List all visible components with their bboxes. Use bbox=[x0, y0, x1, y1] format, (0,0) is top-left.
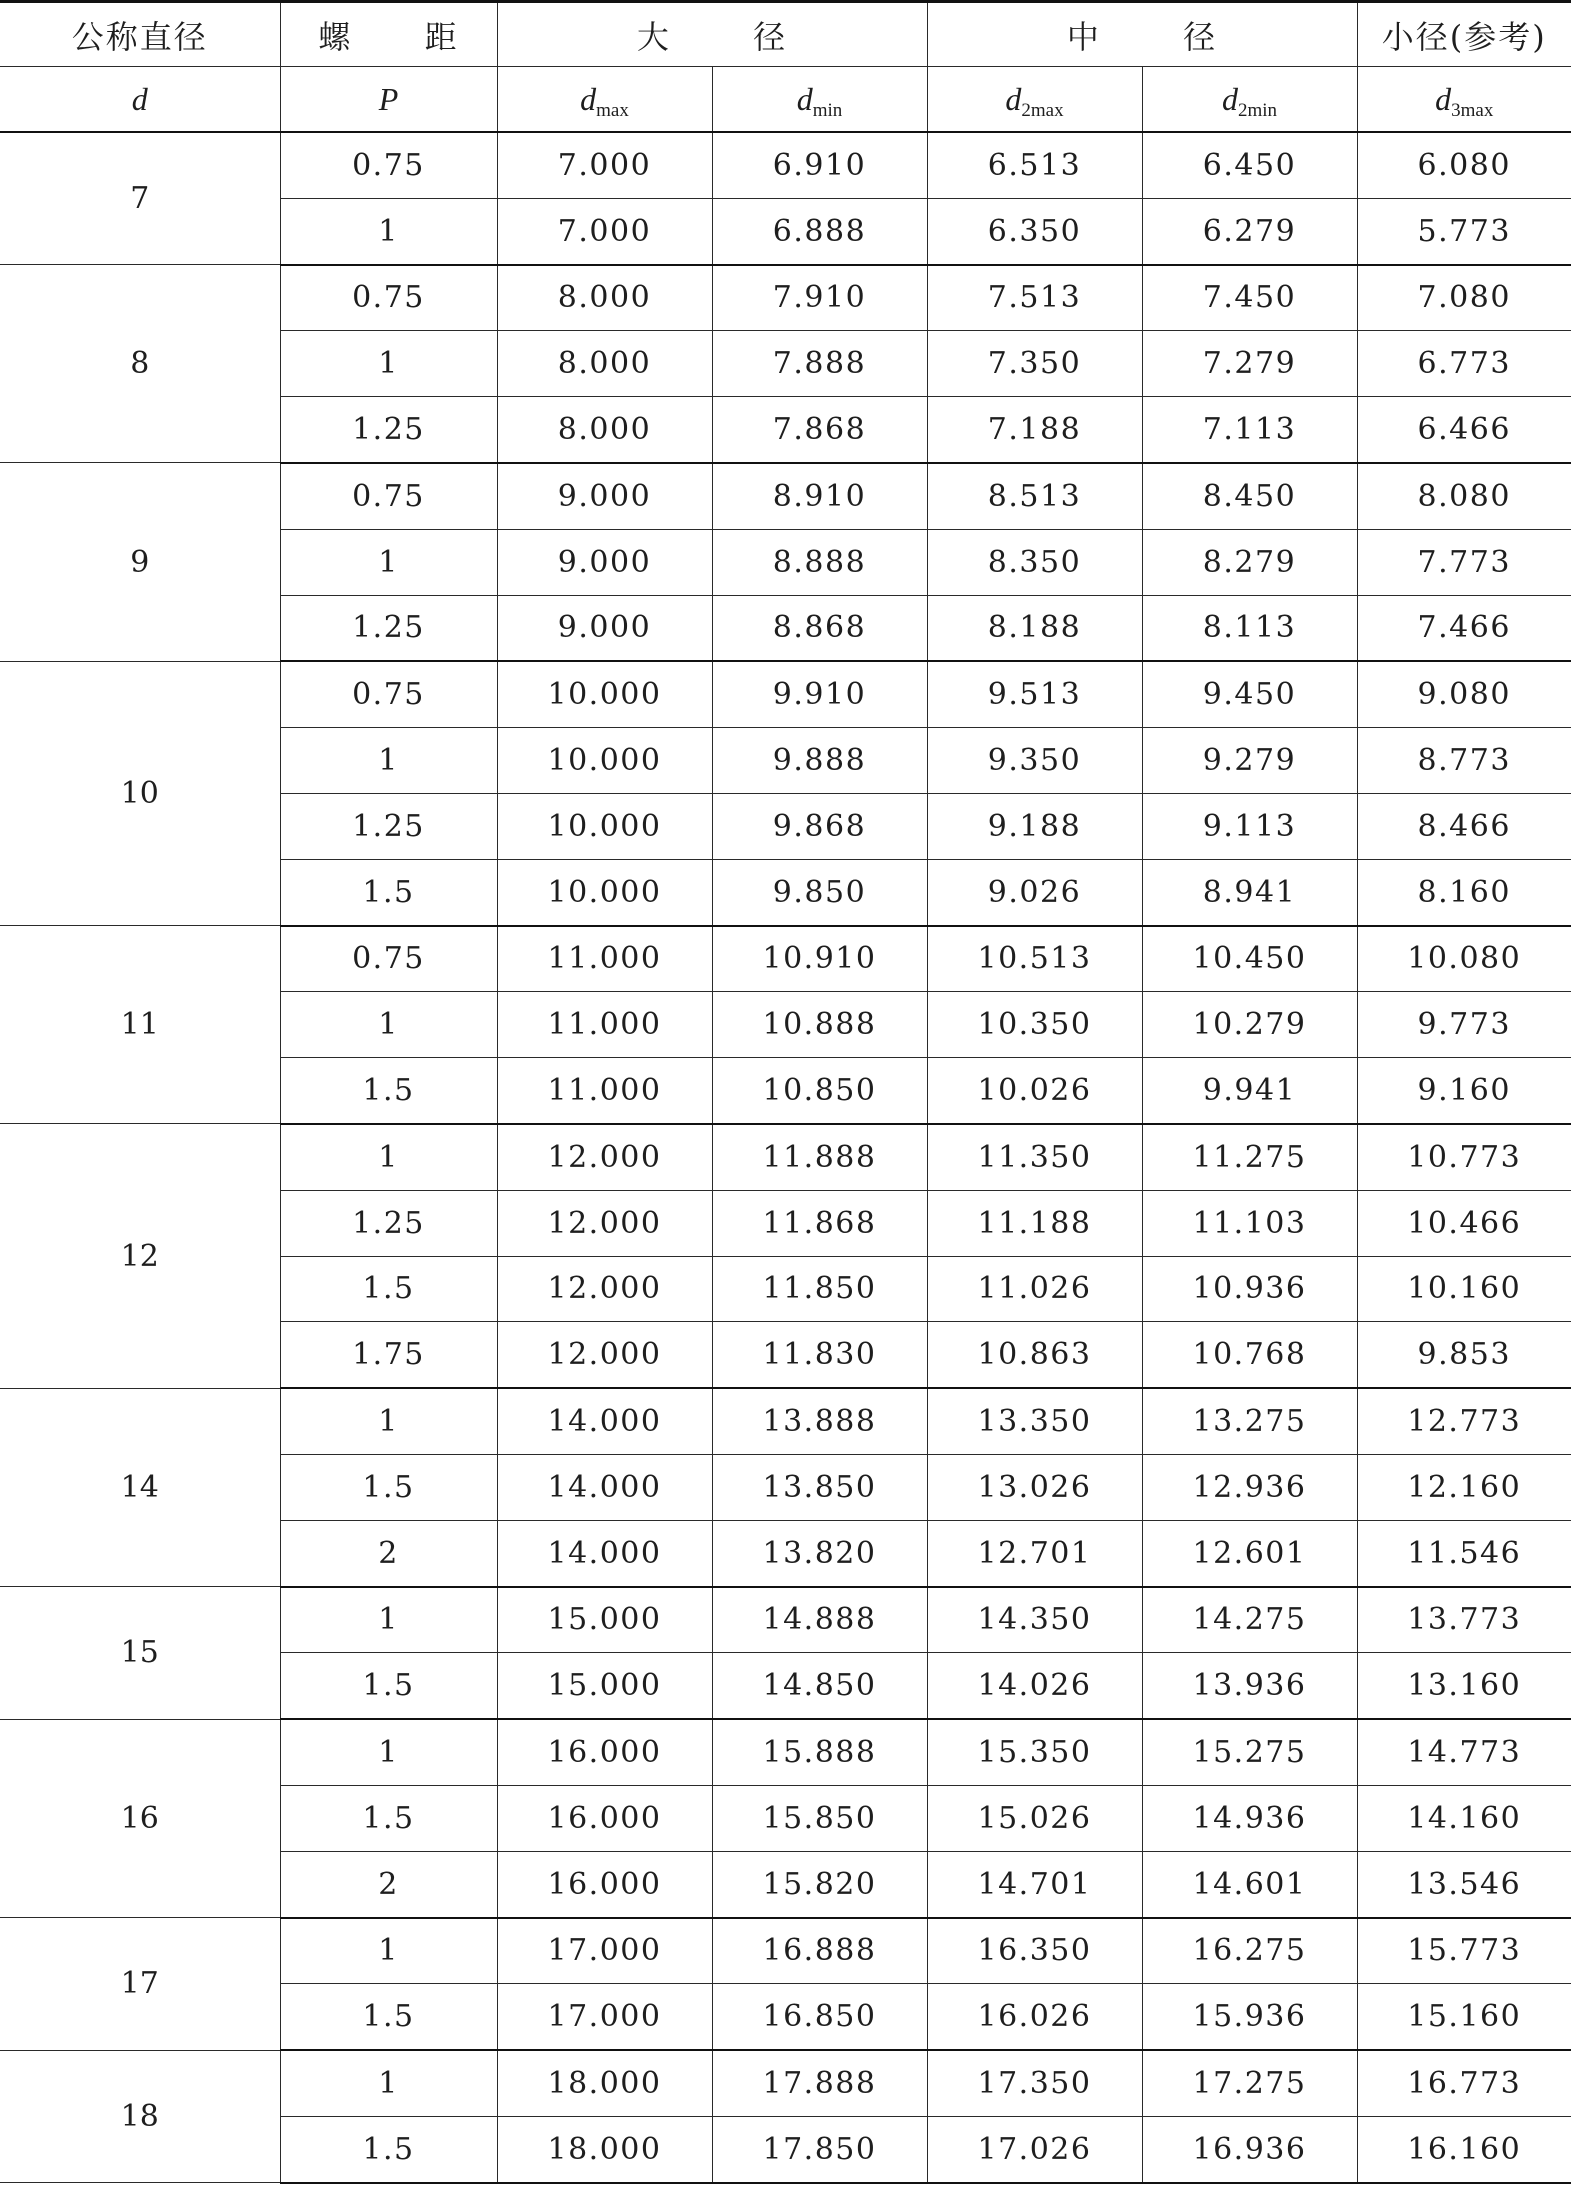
header-nominal-diameter-label: 公称直径 bbox=[71, 17, 208, 56]
header-symbol-d bbox=[0, 67, 280, 133]
d3-max-cell: 10.466 bbox=[1357, 1190, 1571, 1256]
symbol-dmin-base: d bbox=[796, 81, 813, 117]
d2-min-cell: 14.936 bbox=[1142, 1785, 1357, 1851]
nominal-diameter-cell: 11 bbox=[0, 926, 280, 1124]
d2-max-cell: 11.026 bbox=[927, 1256, 1142, 1322]
d2-max-cell: 8.188 bbox=[927, 595, 1142, 661]
pitch-cell: 1.75 bbox=[280, 1322, 497, 1388]
d-max-cell: 16.000 bbox=[497, 1785, 712, 1851]
d-min-cell: 16.850 bbox=[712, 1984, 927, 2050]
d2-min-cell: 8.279 bbox=[1142, 529, 1357, 595]
d-max-cell: 16.000 bbox=[497, 1719, 712, 1785]
d-max-cell: 14.000 bbox=[497, 1454, 712, 1520]
d-max-cell: 10.000 bbox=[497, 793, 712, 859]
d-max-cell: 9.000 bbox=[497, 529, 712, 595]
nominal-diameter-cell: 9 bbox=[0, 463, 280, 661]
d2-min-cell: 8.113 bbox=[1142, 595, 1357, 661]
table-row bbox=[0, 1918, 1571, 1984]
d-min-cell: 15.820 bbox=[712, 1851, 927, 1917]
d2-max-cell: 14.701 bbox=[927, 1851, 1142, 1917]
symbol-d2min-sub: 2min bbox=[1237, 100, 1278, 121]
d2-max-cell: 11.188 bbox=[927, 1190, 1142, 1256]
symbol-d3max-base: d bbox=[1435, 81, 1452, 117]
d-min-cell: 9.850 bbox=[712, 859, 927, 925]
d-min-cell: 10.850 bbox=[712, 1058, 927, 1124]
header-symbol-d3max bbox=[1357, 67, 1571, 133]
pitch-cell: 1.25 bbox=[280, 1190, 497, 1256]
d-max-cell: 15.000 bbox=[497, 1587, 712, 1653]
d-min-cell: 16.888 bbox=[712, 1918, 927, 1984]
d2-max-cell: 10.513 bbox=[927, 926, 1142, 992]
header-major-diameter bbox=[497, 2, 927, 67]
d-min-cell: 6.910 bbox=[712, 132, 927, 198]
d3-max-cell: 13.546 bbox=[1357, 1851, 1571, 1917]
d2-min-cell: 7.279 bbox=[1142, 331, 1357, 397]
d2-min-cell: 11.275 bbox=[1142, 1124, 1357, 1190]
d3-max-cell: 9.080 bbox=[1357, 661, 1571, 727]
d2-min-cell: 11.103 bbox=[1142, 1190, 1357, 1256]
pitch-cell: 1.5 bbox=[280, 1058, 497, 1124]
d3-max-cell: 13.773 bbox=[1357, 1587, 1571, 1653]
header-nominal-diameter bbox=[0, 2, 280, 67]
d2-min-cell: 10.768 bbox=[1142, 1322, 1357, 1388]
d-min-cell: 9.888 bbox=[712, 728, 927, 794]
header-minor-diameter bbox=[1357, 2, 1571, 67]
header-pitch-diameter-label: 中 径 bbox=[1066, 17, 1218, 56]
d2-max-cell: 9.350 bbox=[927, 728, 1142, 794]
d2-max-cell: 9.513 bbox=[927, 661, 1142, 727]
nominal-diameter-cell: 16 bbox=[0, 1719, 280, 1917]
d2-max-cell: 10.863 bbox=[927, 1322, 1142, 1388]
d-max-cell: 11.000 bbox=[497, 1058, 712, 1124]
pitch-cell: 1 bbox=[280, 1388, 497, 1454]
d2-max-cell: 7.350 bbox=[927, 331, 1142, 397]
pitch-cell: 1.5 bbox=[280, 1653, 497, 1719]
d2-min-cell: 6.450 bbox=[1142, 132, 1357, 198]
d2-max-cell: 13.350 bbox=[927, 1388, 1142, 1454]
d-min-cell: 15.850 bbox=[712, 1785, 927, 1851]
pitch-cell: 1 bbox=[280, 992, 497, 1058]
d-min-cell: 8.910 bbox=[712, 463, 927, 529]
pitch-cell: 1.5 bbox=[280, 1256, 497, 1322]
d-max-cell: 11.000 bbox=[497, 992, 712, 1058]
d-max-cell: 18.000 bbox=[497, 2116, 712, 2182]
pitch-cell: 1.5 bbox=[280, 1785, 497, 1851]
d2-min-cell: 9.450 bbox=[1142, 661, 1357, 727]
d-max-cell: 18.000 bbox=[497, 2050, 712, 2116]
d-max-cell: 14.000 bbox=[497, 1520, 712, 1586]
d2-min-cell: 13.936 bbox=[1142, 1653, 1357, 1719]
d2-max-cell: 16.026 bbox=[927, 1984, 1142, 2050]
d-max-cell: 7.000 bbox=[497, 198, 712, 264]
d2-max-cell: 17.350 bbox=[927, 2050, 1142, 2116]
d-min-cell: 10.910 bbox=[712, 926, 927, 992]
d3-max-cell: 16.773 bbox=[1357, 2050, 1571, 2116]
pitch-cell: 2 bbox=[280, 1851, 497, 1917]
table-row bbox=[0, 1124, 1571, 1190]
d2-min-cell: 6.279 bbox=[1142, 198, 1357, 264]
header-symbol-p bbox=[280, 67, 497, 133]
d-max-cell: 8.000 bbox=[497, 397, 712, 463]
d2-max-cell: 13.026 bbox=[927, 1454, 1142, 1520]
pitch-cell: 1 bbox=[280, 198, 497, 264]
pitch-cell: 1 bbox=[280, 529, 497, 595]
d-min-cell: 13.820 bbox=[712, 1520, 927, 1586]
symbol-dmax-base: d bbox=[580, 81, 597, 117]
symbol-dmax-sub: max bbox=[596, 100, 629, 121]
d-min-cell: 7.910 bbox=[712, 265, 927, 331]
table-row bbox=[0, 926, 1571, 992]
d-min-cell: 15.888 bbox=[712, 1719, 927, 1785]
header-symbol-dmin bbox=[712, 67, 927, 133]
d2-min-cell: 14.601 bbox=[1142, 1851, 1357, 1917]
header-symbol-dmax bbox=[497, 67, 712, 133]
nominal-diameter-cell: 15 bbox=[0, 1587, 280, 1720]
d-min-cell: 14.888 bbox=[712, 1587, 927, 1653]
nominal-diameter-cell: 10 bbox=[0, 661, 280, 925]
header-major-diameter-label: 大 径 bbox=[636, 17, 788, 56]
d-min-cell: 7.868 bbox=[712, 397, 927, 463]
d3-max-cell: 14.773 bbox=[1357, 1719, 1571, 1785]
d-min-cell: 8.888 bbox=[712, 529, 927, 595]
d2-max-cell: 12.701 bbox=[927, 1520, 1142, 1586]
d2-max-cell: 7.188 bbox=[927, 397, 1142, 463]
header-row-2 bbox=[0, 67, 1571, 133]
d2-max-cell: 17.026 bbox=[927, 2116, 1142, 2182]
d3-max-cell: 9.773 bbox=[1357, 992, 1571, 1058]
d-max-cell: 12.000 bbox=[497, 1190, 712, 1256]
table-row bbox=[0, 1719, 1571, 1785]
symbol-dmin-sub: min bbox=[812, 100, 843, 121]
header-minor-diameter-label: 小径(参考) bbox=[1381, 17, 1547, 56]
pitch-cell: 1 bbox=[280, 1719, 497, 1785]
d2-min-cell: 9.113 bbox=[1142, 793, 1357, 859]
d-max-cell: 17.000 bbox=[497, 1984, 712, 2050]
pitch-cell: 1.25 bbox=[280, 397, 497, 463]
d2-max-cell: 14.350 bbox=[927, 1587, 1142, 1653]
pitch-cell: 0.75 bbox=[280, 265, 497, 331]
table-row bbox=[0, 463, 1571, 529]
d-min-cell: 17.850 bbox=[712, 2116, 927, 2182]
d2-max-cell: 10.350 bbox=[927, 992, 1142, 1058]
d2-max-cell: 15.350 bbox=[927, 1719, 1142, 1785]
nominal-diameter-cell: 8 bbox=[0, 265, 280, 463]
pitch-cell: 1 bbox=[280, 331, 497, 397]
d3-max-cell: 9.853 bbox=[1357, 1322, 1571, 1388]
d-max-cell: 11.000 bbox=[497, 926, 712, 992]
d-min-cell: 11.830 bbox=[712, 1322, 927, 1388]
d-max-cell: 12.000 bbox=[497, 1256, 712, 1322]
table-row bbox=[0, 661, 1571, 727]
pitch-cell: 1 bbox=[280, 1587, 497, 1653]
pitch-cell: 1.5 bbox=[280, 2116, 497, 2182]
table-header bbox=[0, 2, 1571, 133]
header-symbol-d2min bbox=[1142, 67, 1357, 133]
d2-min-cell: 13.275 bbox=[1142, 1388, 1357, 1454]
table-body bbox=[0, 132, 1571, 2183]
d3-max-cell: 11.546 bbox=[1357, 1520, 1571, 1586]
d3-max-cell: 8.160 bbox=[1357, 859, 1571, 925]
d-min-cell: 14.850 bbox=[712, 1653, 927, 1719]
pitch-cell: 0.75 bbox=[280, 463, 497, 529]
d2-max-cell: 9.188 bbox=[927, 793, 1142, 859]
d-min-cell: 9.868 bbox=[712, 793, 927, 859]
d3-max-cell: 9.160 bbox=[1357, 1058, 1571, 1124]
pitch-cell: 1 bbox=[280, 728, 497, 794]
nominal-diameter-cell: 14 bbox=[0, 1388, 280, 1586]
d2-min-cell: 8.450 bbox=[1142, 463, 1357, 529]
d3-max-cell: 6.080 bbox=[1357, 132, 1571, 198]
d-max-cell: 8.000 bbox=[497, 265, 712, 331]
d3-max-cell: 15.773 bbox=[1357, 1918, 1571, 1984]
d-min-cell: 6.888 bbox=[712, 198, 927, 264]
d3-max-cell: 15.160 bbox=[1357, 1984, 1571, 2050]
d2-max-cell: 10.026 bbox=[927, 1058, 1142, 1124]
d-min-cell: 9.910 bbox=[712, 661, 927, 727]
d-max-cell: 16.000 bbox=[497, 1851, 712, 1917]
pitch-cell: 1.25 bbox=[280, 793, 497, 859]
d2-min-cell: 10.450 bbox=[1142, 926, 1357, 992]
table-row bbox=[0, 1587, 1571, 1653]
d2-max-cell: 9.026 bbox=[927, 859, 1142, 925]
d-max-cell: 12.000 bbox=[497, 1124, 712, 1190]
d-min-cell: 10.888 bbox=[712, 992, 927, 1058]
pitch-cell: 1 bbox=[280, 2050, 497, 2116]
d2-max-cell: 8.350 bbox=[927, 529, 1142, 595]
d-max-cell: 17.000 bbox=[497, 1918, 712, 1984]
d2-max-cell: 6.513 bbox=[927, 132, 1142, 198]
nominal-diameter-cell: 12 bbox=[0, 1124, 280, 1388]
d-min-cell: 11.868 bbox=[712, 1190, 927, 1256]
table-row bbox=[0, 132, 1571, 198]
d2-min-cell: 15.936 bbox=[1142, 1984, 1357, 2050]
symbol-d3max-sub: 3max bbox=[1451, 100, 1494, 121]
d2-min-cell: 15.275 bbox=[1142, 1719, 1357, 1785]
header-pitch bbox=[280, 2, 497, 67]
header-pitch-label: 螺 距 bbox=[318, 17, 459, 56]
d-max-cell: 8.000 bbox=[497, 331, 712, 397]
pitch-cell: 2 bbox=[280, 1520, 497, 1586]
d3-max-cell: 7.080 bbox=[1357, 265, 1571, 331]
pitch-cell: 0.75 bbox=[280, 661, 497, 727]
d2-max-cell: 16.350 bbox=[927, 1918, 1142, 1984]
d3-max-cell: 16.160 bbox=[1357, 2116, 1571, 2182]
table-row bbox=[0, 1388, 1571, 1454]
d-min-cell: 13.888 bbox=[712, 1388, 927, 1454]
d3-max-cell: 6.466 bbox=[1357, 397, 1571, 463]
symbol-d2max-base: d bbox=[1005, 81, 1022, 117]
pitch-cell: 1.5 bbox=[280, 859, 497, 925]
d-max-cell: 10.000 bbox=[497, 661, 712, 727]
d2-max-cell: 15.026 bbox=[927, 1785, 1142, 1851]
d2-min-cell: 7.113 bbox=[1142, 397, 1357, 463]
d2-min-cell: 16.936 bbox=[1142, 2116, 1357, 2182]
d3-max-cell: 10.160 bbox=[1357, 1256, 1571, 1322]
d-min-cell: 8.868 bbox=[712, 595, 927, 661]
d2-min-cell: 17.275 bbox=[1142, 2050, 1357, 2116]
d2-min-cell: 10.279 bbox=[1142, 992, 1357, 1058]
table-row bbox=[0, 265, 1571, 331]
d3-max-cell: 8.466 bbox=[1357, 793, 1571, 859]
d3-max-cell: 6.773 bbox=[1357, 331, 1571, 397]
header-symbol-d2max bbox=[927, 67, 1142, 133]
d2-min-cell: 9.941 bbox=[1142, 1058, 1357, 1124]
d-max-cell: 12.000 bbox=[497, 1322, 712, 1388]
d-min-cell: 17.888 bbox=[712, 2050, 927, 2116]
d2-min-cell: 12.601 bbox=[1142, 1520, 1357, 1586]
pitch-cell: 1 bbox=[280, 1918, 497, 1984]
d2-max-cell: 8.513 bbox=[927, 463, 1142, 529]
d-max-cell: 10.000 bbox=[497, 728, 712, 794]
pitch-cell: 1.5 bbox=[280, 1454, 497, 1520]
pitch-cell: 0.75 bbox=[280, 132, 497, 198]
symbol-d2max-sub: 2max bbox=[1021, 100, 1064, 121]
symbol-d2min-base: d bbox=[1221, 81, 1238, 117]
d2-min-cell: 14.275 bbox=[1142, 1587, 1357, 1653]
d3-max-cell: 8.773 bbox=[1357, 728, 1571, 794]
d3-max-cell: 7.466 bbox=[1357, 595, 1571, 661]
d2-min-cell: 7.450 bbox=[1142, 265, 1357, 331]
d3-max-cell: 5.773 bbox=[1357, 198, 1571, 264]
d-min-cell: 11.888 bbox=[712, 1124, 927, 1190]
d2-max-cell: 6.350 bbox=[927, 198, 1142, 264]
d3-max-cell: 12.773 bbox=[1357, 1388, 1571, 1454]
d-max-cell: 15.000 bbox=[497, 1653, 712, 1719]
d-max-cell: 9.000 bbox=[497, 463, 712, 529]
nominal-diameter-cell: 17 bbox=[0, 1918, 280, 2051]
pitch-cell: 1.5 bbox=[280, 1984, 497, 2050]
d2-min-cell: 16.275 bbox=[1142, 1918, 1357, 1984]
pitch-cell: 0.75 bbox=[280, 926, 497, 992]
d3-max-cell: 8.080 bbox=[1357, 463, 1571, 529]
symbol-d: d bbox=[131, 81, 148, 117]
symbol-p: P bbox=[378, 81, 399, 117]
header-row-1 bbox=[0, 2, 1571, 67]
d-max-cell: 9.000 bbox=[497, 595, 712, 661]
d2-min-cell: 8.941 bbox=[1142, 859, 1357, 925]
pitch-cell: 1 bbox=[280, 1124, 497, 1190]
d3-max-cell: 12.160 bbox=[1357, 1454, 1571, 1520]
d2-max-cell: 11.350 bbox=[927, 1124, 1142, 1190]
d2-min-cell: 12.936 bbox=[1142, 1454, 1357, 1520]
d-min-cell: 13.850 bbox=[712, 1454, 927, 1520]
d-max-cell: 7.000 bbox=[497, 132, 712, 198]
d2-min-cell: 9.279 bbox=[1142, 728, 1357, 794]
d3-max-cell: 13.160 bbox=[1357, 1653, 1571, 1719]
d3-max-cell: 7.773 bbox=[1357, 529, 1571, 595]
nominal-diameter-cell: 7 bbox=[0, 132, 280, 265]
table-row bbox=[0, 2050, 1571, 2116]
d-min-cell: 11.850 bbox=[712, 1256, 927, 1322]
pitch-cell: 1.25 bbox=[280, 595, 497, 661]
nominal-diameter-cell: 18 bbox=[0, 2050, 280, 2183]
d3-max-cell: 10.080 bbox=[1357, 926, 1571, 992]
d2-max-cell: 14.026 bbox=[927, 1653, 1142, 1719]
d-min-cell: 7.888 bbox=[712, 331, 927, 397]
d2-max-cell: 7.513 bbox=[927, 265, 1142, 331]
d-max-cell: 14.000 bbox=[497, 1388, 712, 1454]
header-pitch-diameter bbox=[927, 2, 1357, 67]
d-max-cell: 10.000 bbox=[497, 859, 712, 925]
d3-max-cell: 10.773 bbox=[1357, 1124, 1571, 1190]
d3-max-cell: 14.160 bbox=[1357, 1785, 1571, 1851]
d2-min-cell: 10.936 bbox=[1142, 1256, 1357, 1322]
